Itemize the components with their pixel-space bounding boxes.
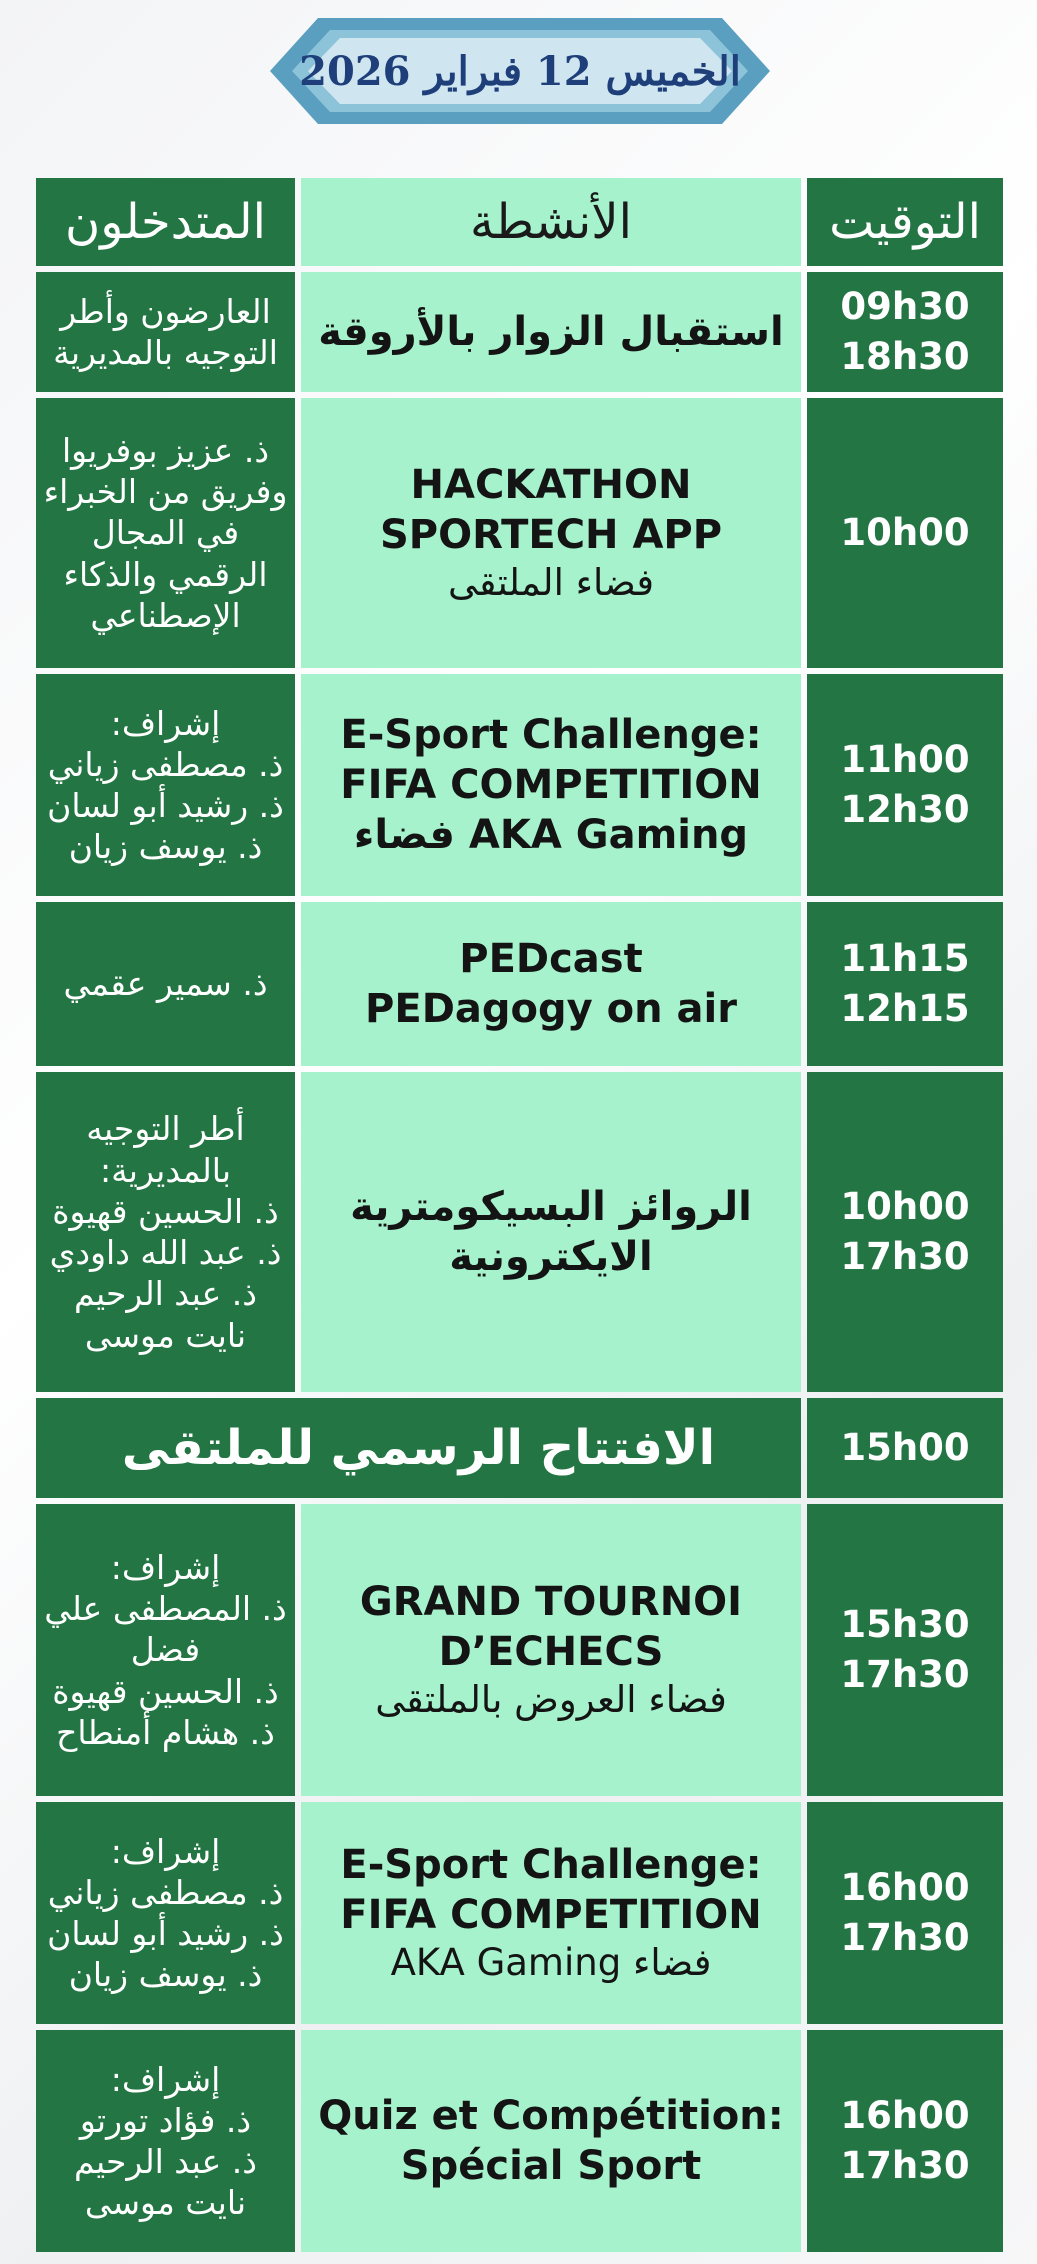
- speaker-line: ذ. سمير عقمي: [63, 964, 268, 1004]
- speakers-cell: [36, 398, 295, 668]
- time-value: 11h00: [840, 738, 970, 782]
- time-value: 17h30: [840, 1916, 970, 1959]
- time-value: 17h30: [840, 1653, 970, 1696]
- time-value: 16h00: [840, 2094, 970, 2138]
- time-cell: [807, 674, 1003, 896]
- speaker-line: ذ. المصطفى علي: [44, 1589, 287, 1629]
- activity-title: HACKATHON: [410, 461, 692, 508]
- speaker-line: ذ. رشيد أبو لسان: [47, 1914, 284, 1953]
- speaker-line: ذ. رشيد أبو لسان: [47, 786, 284, 825]
- activity-location: فضاء الملتقى: [447, 560, 655, 604]
- speaker-line: في المجال: [91, 513, 240, 553]
- activity-title: الايكترونية: [449, 1234, 653, 1280]
- speaker-line: الإصطناعي: [90, 595, 241, 635]
- schedule-row: [36, 1398, 1003, 1498]
- activity-location: فضاء AKA Gaming: [390, 1940, 712, 1984]
- speakers-header: المتدخلون: [36, 178, 295, 266]
- speaker-line: ذ. فؤاد تورتو: [79, 2100, 252, 2140]
- time-value: 17h30: [840, 2144, 970, 2187]
- activity-title: PEDagogy on air: [365, 986, 737, 1032]
- activity-title: Quiz et Compétition:: [318, 2093, 784, 2139]
- speaker-line: التوجيه بالمديرية: [53, 333, 278, 372]
- speaker-line: ذ. مصطفى زياني: [47, 744, 284, 784]
- speaker-line: ذ. الحسين قهيوة: [52, 1671, 279, 1711]
- speaker-line: ذ. الحسين قهيوة: [52, 1191, 279, 1231]
- date-banner: [268, 16, 772, 126]
- speaker-line: بالمديرية:: [99, 1150, 232, 1190]
- time-value: 18h30: [840, 335, 970, 378]
- time-cell: [807, 1072, 1003, 1392]
- activity-cell: [301, 902, 801, 1066]
- time-value: 12h15: [840, 987, 970, 1030]
- time-value: 09h30: [840, 285, 970, 329]
- time-header: التوقيت: [807, 178, 1003, 266]
- activity-cell: [301, 1504, 801, 1796]
- time-cell: [807, 2030, 1003, 2252]
- activity-cell: [301, 398, 801, 668]
- activity-cell: [301, 2030, 801, 2252]
- time-value: 10h00: [840, 511, 970, 555]
- speaker-line: ذ. هشام أمنطاح: [56, 1712, 275, 1752]
- schedule-table: [30, 172, 1009, 2258]
- speakers-cell: [36, 1072, 295, 1392]
- speaker-line: إشراف:: [110, 1831, 221, 1871]
- speaker-line: ذ. عزيز بوفريوا: [61, 430, 270, 470]
- speakers-cell: [36, 1504, 295, 1796]
- speakers-cell: [36, 902, 295, 1066]
- activity-title: Spécial Sport: [400, 2143, 702, 2189]
- speakers-cell: [36, 272, 295, 392]
- schedule-row: [36, 1072, 1003, 1392]
- speaker-line: وفريق من الخبراء: [43, 472, 288, 512]
- schedule-row: [36, 272, 1003, 392]
- time-cell: [807, 1802, 1003, 2024]
- speaker-line: ذ. عبد الله داودي: [49, 1233, 282, 1272]
- activity-title: AKA Gaming فضاء: [353, 812, 749, 858]
- schedule-row: [36, 1504, 1003, 1796]
- time-value: 15h00: [840, 1426, 970, 1470]
- speaker-line: ذ. مصطفى زياني: [47, 1872, 284, 1912]
- time-cell: [807, 398, 1003, 668]
- speakers-cell: [36, 1802, 295, 2024]
- schedule-row: [36, 674, 1003, 896]
- opening-ceremony: الافتتاح الرسمي للملتقى: [36, 1398, 801, 1498]
- time-cell: [807, 272, 1003, 392]
- schedule-row: [36, 2030, 1003, 2252]
- speakers-cell: [36, 2030, 295, 2252]
- activity-title: E-Sport Challenge:: [340, 1841, 762, 1888]
- time-value: 12h30: [840, 788, 970, 831]
- speaker-line: الرقمي والذكاء: [63, 554, 268, 594]
- schedule-row: [36, 398, 1003, 668]
- time-value: 17h30: [840, 1235, 970, 1278]
- speaker-line: ذ. عبد الرحيم: [74, 2142, 257, 2181]
- speaker-line: إشراف:: [110, 2059, 221, 2099]
- speaker-line: ذ. يوسف زيان: [68, 1955, 263, 1995]
- speaker-line: نايت موسى: [84, 2183, 247, 2223]
- speaker-line: ذ. يوسف زيان: [68, 827, 263, 867]
- speaker-line: أطر التوجيه: [86, 1109, 245, 1149]
- activity-cell: [301, 674, 801, 896]
- speaker-line: إشراف:: [110, 703, 221, 743]
- time-value: 15h30: [840, 1603, 970, 1647]
- time-cell: [807, 1398, 1003, 1498]
- activities-header: الأنشطة: [301, 178, 801, 266]
- schedule-row: [36, 1802, 1003, 2024]
- date-title: الخميس 12 فبراير 2026: [299, 47, 741, 95]
- speaker-line: العارضون وأطر: [60, 291, 271, 331]
- activity-title: الروائز البسيكومترية: [350, 1184, 752, 1230]
- speaker-line: فضل: [130, 1630, 201, 1670]
- speaker-line: نايت موسى: [84, 1315, 247, 1355]
- time-value: 10h00: [840, 1185, 970, 1229]
- speaker-line: ذ. عبد الرحيم: [74, 1274, 257, 1314]
- activity-cell: [301, 1072, 801, 1392]
- time-value: 11h15: [840, 937, 970, 981]
- time-cell: [807, 902, 1003, 1066]
- activity-cell: [301, 272, 801, 392]
- time-cell: [807, 1504, 1003, 1796]
- activity-title: استقبال الزوار بالأروقة: [318, 309, 784, 355]
- activity-cell: [301, 1802, 801, 2024]
- schedule-row: [36, 902, 1003, 1066]
- time-value: 16h00: [840, 1866, 970, 1910]
- activity-title: PEDcast: [459, 936, 643, 982]
- activity-title: FIFA COMPETITION: [340, 1891, 762, 1938]
- activity-title: GRAND TOURNOI: [359, 1578, 743, 1625]
- activity-title: E-Sport Challenge:: [340, 712, 762, 758]
- activity-title: FIFA COMPETITION: [340, 762, 762, 808]
- header-row: [36, 178, 1003, 266]
- activity-location: فضاء العروض بالملتقى: [375, 1677, 727, 1721]
- activity-title: D’ECHECS: [438, 1628, 664, 1675]
- speaker-line: إشراف:: [110, 1547, 221, 1587]
- activity-title: SPORTECH APP: [379, 511, 723, 558]
- speakers-cell: [36, 674, 295, 896]
